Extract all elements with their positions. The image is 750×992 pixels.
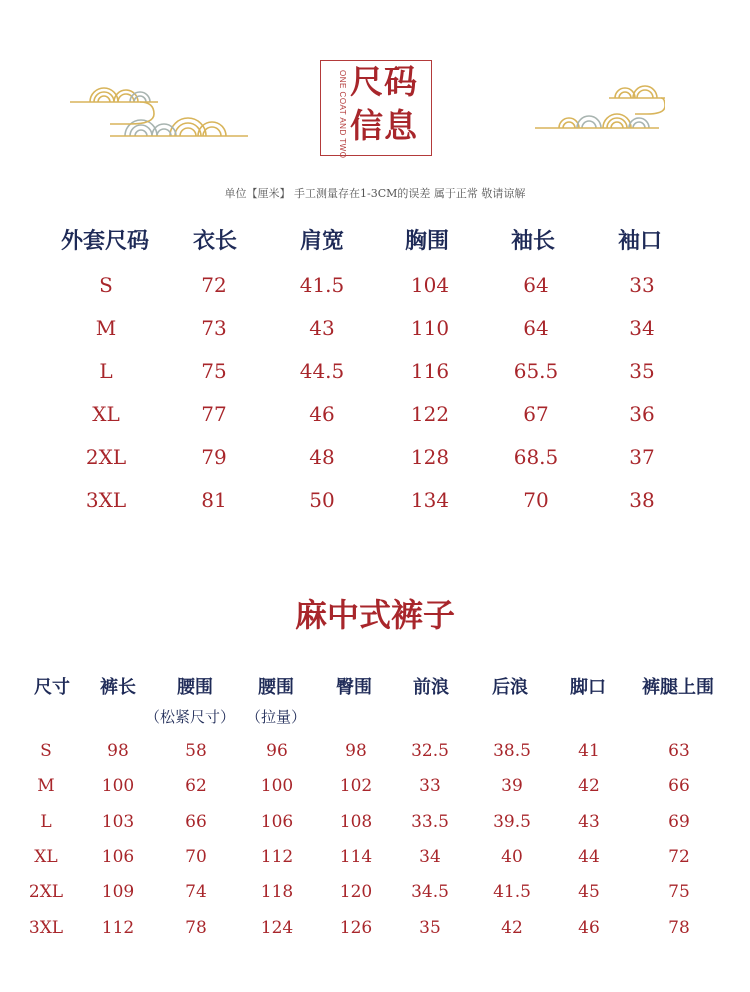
jacket-header-shoulder: 肩宽 <box>299 228 344 254</box>
table-cell: 41 <box>578 741 600 761</box>
table-cell: 34 <box>629 316 655 340</box>
table-cell: 77 <box>201 402 227 426</box>
table-cell: 48 <box>309 445 335 469</box>
pants-section-title: 麻中式裤子 <box>294 596 455 634</box>
pants-header-hip: 臀围 <box>336 677 372 698</box>
table-cell: 74 <box>185 882 207 902</box>
table-row <box>0 741 750 765</box>
table-cell: 110 <box>410 316 450 340</box>
table-cell: 72 <box>668 847 690 867</box>
table-cell: 79 <box>201 445 227 469</box>
table-cell: 33.5 <box>411 812 449 832</box>
table-cell: 103 <box>101 812 135 832</box>
pants-subheader-elastic: （松紧尺寸） <box>145 708 236 726</box>
table-cell: 64 <box>523 273 549 297</box>
pants-header-thigh: 裤腿上围 <box>642 677 714 698</box>
table-cell: 109 <box>101 882 135 902</box>
pants-header-waist-stretch: 腰围 <box>258 677 294 698</box>
table-row <box>0 918 750 942</box>
table-cell: 33 <box>419 776 441 796</box>
table-cell: 41.5 <box>493 882 531 902</box>
table-cell: 45 <box>578 882 600 902</box>
size-label-cell: 3XL <box>85 488 127 512</box>
table-cell: 108 <box>339 812 373 832</box>
table-cell: 34 <box>419 847 441 867</box>
table-cell: 126 <box>339 918 373 938</box>
table-cell: 116 <box>410 359 450 383</box>
jacket-header-size: 外套尺码 <box>60 228 149 254</box>
table-cell: 70 <box>523 488 549 512</box>
table-cell: 66 <box>668 776 690 796</box>
size-label-cell: L <box>99 359 113 383</box>
table-cell: 37 <box>629 445 655 469</box>
table-cell: 34.5 <box>411 882 449 902</box>
table-cell: 67 <box>523 402 549 426</box>
page-title-line-1: 尺码 <box>350 62 418 101</box>
table-cell: 40 <box>501 847 523 867</box>
table-cell: 39 <box>501 776 523 796</box>
size-label-cell: 2XL <box>85 445 127 469</box>
table-cell: 36 <box>629 402 655 426</box>
size-label-cell: XL <box>34 847 58 867</box>
table-cell: 44.5 <box>299 359 345 383</box>
table-cell: 73 <box>201 316 227 340</box>
table-row <box>0 402 750 430</box>
table-cell: 33 <box>629 273 655 297</box>
table-cell: 39.5 <box>493 812 531 832</box>
table-cell: 64 <box>523 316 549 340</box>
table-cell: 68.5 <box>513 445 559 469</box>
table-row <box>0 488 750 516</box>
table-row <box>0 359 750 387</box>
table-cell: 70 <box>185 847 207 867</box>
size-label-cell: XL <box>92 402 120 426</box>
pants-header-length: 裤长 <box>100 677 136 698</box>
table-cell: 58 <box>185 741 207 761</box>
table-cell: 78 <box>185 918 207 938</box>
table-cell: 120 <box>339 882 373 902</box>
table-cell: 43 <box>309 316 335 340</box>
table-cell: 75 <box>668 882 690 902</box>
table-cell: 128 <box>410 445 450 469</box>
table-cell: 100 <box>260 776 294 796</box>
table-cell: 32.5 <box>411 741 449 761</box>
table-row <box>0 316 750 344</box>
pants-subheader-stretch: （拉量） <box>246 708 307 726</box>
table-cell: 122 <box>410 402 450 426</box>
table-cell: 124 <box>260 918 294 938</box>
table-cell: 44 <box>578 847 600 867</box>
title-subtitle-vertical: ONE COAT AND TWO <box>338 70 347 159</box>
table-row <box>0 847 750 871</box>
table-cell: 50 <box>309 488 335 512</box>
table-cell: 42 <box>578 776 600 796</box>
jacket-header-chest: 胸围 <box>404 228 449 254</box>
jacket-header-length: 衣长 <box>192 228 237 254</box>
table-row <box>0 273 750 301</box>
table-cell: 41.5 <box>299 273 345 297</box>
size-label-cell: S <box>99 273 113 297</box>
table-cell: 112 <box>101 918 135 938</box>
table-cell: 62 <box>185 776 207 796</box>
table-cell: 112 <box>260 847 294 867</box>
table-cell: 42 <box>501 918 523 938</box>
pants-header-leg-opening: 脚口 <box>570 677 606 698</box>
pants-header-front-rise: 前浪 <box>413 677 449 698</box>
jacket-header-sleeve: 袖长 <box>510 228 555 254</box>
table-cell: 63 <box>668 741 690 761</box>
table-cell: 102 <box>339 776 373 796</box>
table-cell: 38 <box>629 488 655 512</box>
table-cell: 106 <box>101 847 135 867</box>
pants-header-back-rise: 后浪 <box>492 677 528 698</box>
table-cell: 118 <box>260 882 294 902</box>
measurement-note: 单位【厘米】 手工测量存在1-3CM的误差 属于正常 敬请谅解 <box>224 187 526 200</box>
table-cell: 38.5 <box>493 741 531 761</box>
table-cell: 104 <box>410 273 450 297</box>
table-row <box>0 882 750 906</box>
table-row <box>0 445 750 473</box>
table-cell: 75 <box>201 359 227 383</box>
table-cell: 98 <box>107 741 129 761</box>
table-row <box>0 776 750 800</box>
table-cell: 69 <box>668 812 690 832</box>
pants-header-size: 尺寸 <box>34 677 70 698</box>
table-cell: 66 <box>185 812 207 832</box>
table-cell: 114 <box>339 847 373 867</box>
table-cell: 35 <box>419 918 441 938</box>
table-cell: 46 <box>578 918 600 938</box>
size-label-cell: 3XL <box>28 918 64 938</box>
jacket-header-cuff: 袖口 <box>617 228 662 254</box>
table-cell: 98 <box>345 741 367 761</box>
size-label-cell: 2XL <box>28 882 64 902</box>
pants-header-waist-elastic: 腰围 <box>177 677 213 698</box>
table-cell: 96 <box>266 741 288 761</box>
cloud-ornament-right <box>535 84 665 134</box>
cloud-ornament-left <box>70 84 250 144</box>
page-title-line-2: 信息 <box>350 106 418 145</box>
table-cell: 65.5 <box>513 359 559 383</box>
size-label-cell: S <box>40 741 52 761</box>
table-cell: 81 <box>201 488 227 512</box>
size-label-cell: M <box>95 316 117 340</box>
table-row <box>0 812 750 836</box>
table-cell: 106 <box>260 812 294 832</box>
table-cell: 100 <box>101 776 135 796</box>
size-label-cell: M <box>37 776 55 796</box>
table-cell: 134 <box>410 488 450 512</box>
table-cell: 72 <box>201 273 227 297</box>
table-cell: 78 <box>668 918 690 938</box>
size-label-cell: L <box>40 812 52 832</box>
table-cell: 43 <box>578 812 600 832</box>
table-cell: 35 <box>629 359 655 383</box>
table-cell: 46 <box>309 402 335 426</box>
